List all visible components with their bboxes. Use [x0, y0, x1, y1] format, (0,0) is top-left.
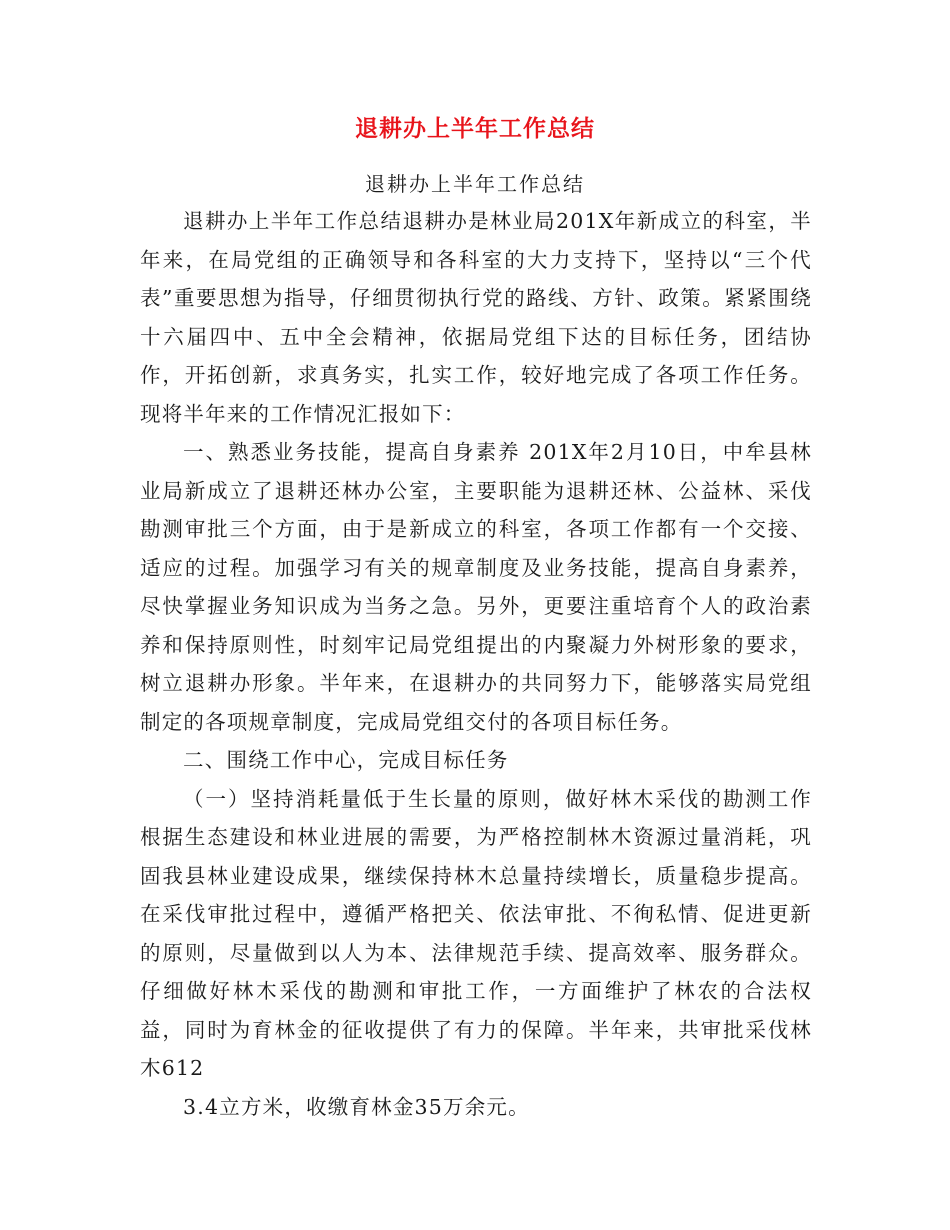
document-subtitle: 退耕办上半年工作总结 — [365, 172, 585, 196]
paragraph-section-1: 一、熟悉业务技能，提高自身素养 201X年2月10日，中牟县林业局新成立了退耕还林办公室，主要职能为退耕还林、公益林、采伐勘测审批三个方面，由于是新成立的科室，各项工作都有一个交接、适应的过程。加强学习有关的规章制度及业务技能，提高自身素养，尽快掌握业务知识成为当务之急。另外，更要注重培育个人的政治素养和保持原则性，时刻牢记局党组提出的内聚凝力外树形象的要求，树立退耕办形象。半年来，在退耕办的共同努力下，能够落实局党组制定的各项规章制度，完成局党组交付的各项目标任务。 — [140, 440, 812, 734]
document-body — [140, 202, 812, 1126]
paragraph-section-2-heading: 二、围绕工作中心，完成目标任务 — [183, 748, 509, 772]
document-title: 退耕办上半年工作总结 — [355, 115, 595, 142]
paragraph-continuation: 3.4立方米，收缴育林金35万余元。 — [183, 1094, 530, 1119]
paragraph-section-2-1: （一）坚持消耗量低于生长量的原则，做好林木采伐的勘测工作根据生态建设和林业进展的需要，为严格控制林木资源过量消耗，巩固我县林业建设成果，继续保持林木总量持续增长，质量稳步提高。在采伐审批过程中，遵循严格把关、依法审批、不徇私情、促进更新的原则，尽量做到以人为本、法律规范手续、提高效率、服务群众。仔细做好林木采伐的勘测和审批工作，一方面维护了林农的合法权益，同时为育林金的征收提供了有力的保障。半年来，共审批采伐林木612 — [140, 786, 812, 1080]
paragraph-intro: 退耕办上半年工作总结退耕办是林业局201X年新成立的科室，半年来，在局党组的正确领导和各科室的大力支持下，坚持以“三个代表”重要思想为指导，仔细贯彻执行党的路线、方针、政策。紧紧围绕十六届四中、五中全会精神，依据局党组下达的目标任务，团结协作，开拓创新，求真务实，扎实工作，较好地完成了各项工作任务。现将半年来的工作情况汇报如下： — [140, 209, 812, 426]
